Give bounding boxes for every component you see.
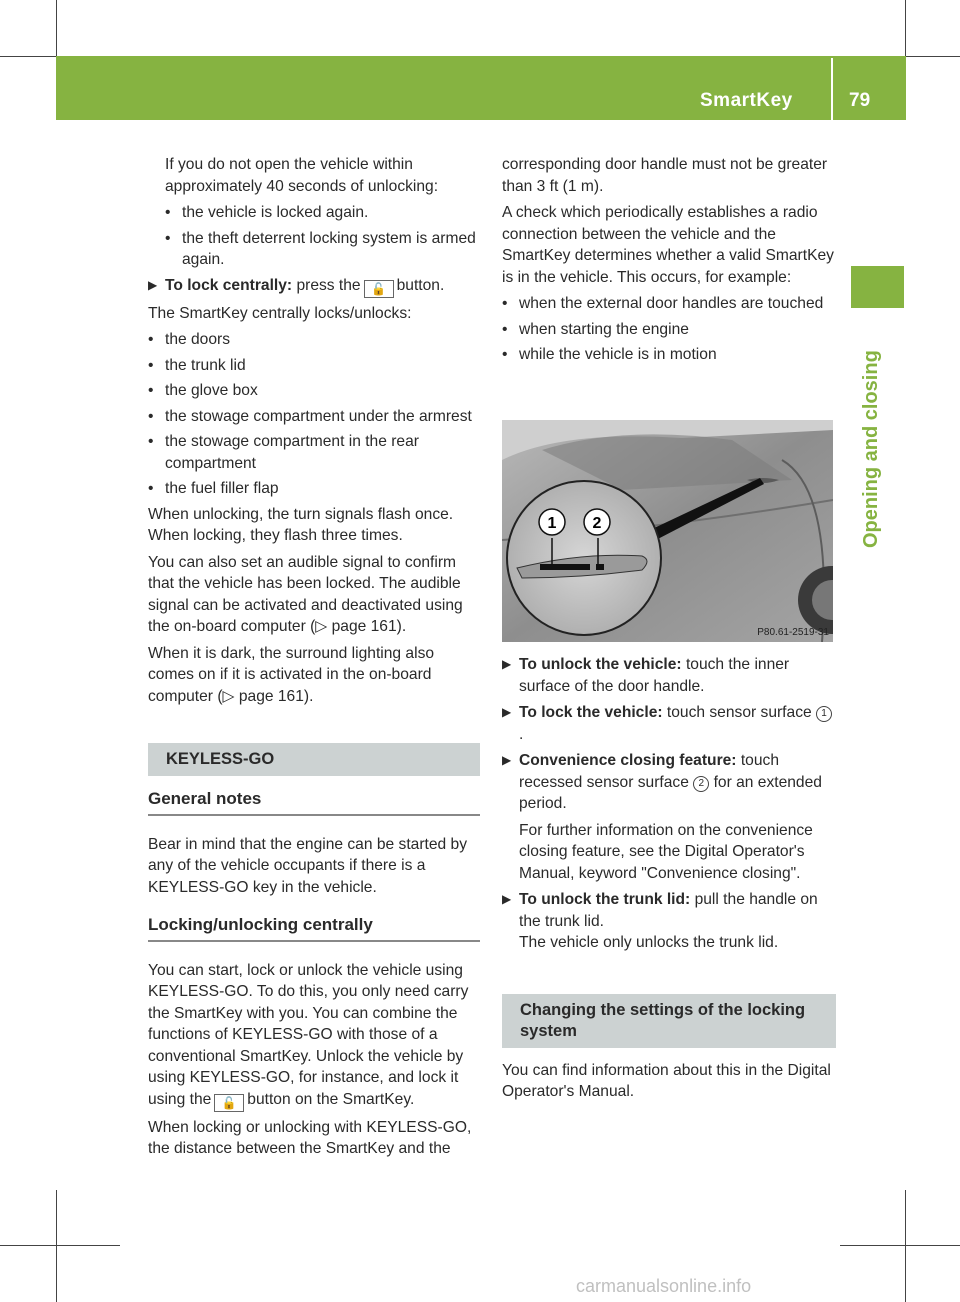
list-item: • the stowage compartment under the armrest — [148, 406, 480, 428]
paragraph: corresponding door handle must not be greater than 3 ft (1 m). — [502, 156, 828, 195]
action-step: ▶ To lock the vehicle: touch sensor surface 1. — [502, 702, 836, 745]
action-step: ▶ Convenience closing feature: touch recessed sensor surface 2 for an extended period. — [502, 752, 822, 812]
bullet: • — [148, 356, 154, 374]
subsection-heading: Locking/unlocking centrally — [148, 914, 480, 942]
paragraph: A check which periodically establishes a radio connection between the vehicle and the SmartKey determines whether a valid SmartKey is in the vehicle. This occurs, for example: — [502, 204, 834, 286]
door-handle-illustration — [502, 420, 833, 642]
list-item: • the stowage compartment in the rear compartment — [148, 433, 419, 472]
header-divider — [831, 58, 833, 120]
bullet: • — [148, 331, 154, 348]
bullet: • — [502, 295, 508, 312]
crop-mark — [905, 1190, 906, 1302]
action-arrow-icon: ▶ — [502, 753, 512, 767]
chapter-label: Opening and closing — [860, 350, 882, 548]
right-column-lower — [502, 654, 836, 1108]
action-step: ▶ To lock centrally: press the 🔓 button. — [148, 276, 445, 296]
left-column — [148, 154, 480, 1165]
right-column — [502, 154, 836, 370]
crop-mark — [56, 1190, 57, 1302]
paragraph: The SmartKey centrally locks/unlocks: — [148, 304, 412, 322]
action-arrow-icon: ▶ — [148, 277, 158, 292]
paragraph: For further information on the convenience closing feature, see the Digital Operator's Manual, keyword "Convenience closing". — [519, 821, 813, 882]
bullet: • — [165, 229, 171, 247]
action-arrow-icon: ▶ — [502, 892, 512, 906]
paragraph: When it is dark, the surround lighting also comes on if it is activated in the on-board computer (▷ page 161). — [148, 644, 435, 705]
car-door-drawing — [502, 420, 833, 642]
paragraph: Bear in mind that the engine can be started by any of the vehicle occupants if there is a KEYLESS-GO key in the vehicle. — [148, 835, 468, 896]
paragraph: You can start, lock or unlock the vehicle using KEYLESS-GO. To do this, you only need carry the SmartKey with you. You can combine the functions of KEYLESS-GO with those of a conventional SmartKey. Unlock the vehicle by using KEYLESS-GO, for instance, and lock it using the 🔓 button on the SmartKey. — [148, 961, 469, 1110]
section-heading: Changing the settings of the locking system — [502, 994, 836, 1048]
section-title: SmartKey — [700, 90, 793, 111]
figure-code: P80.61-2519-31 — [757, 627, 829, 638]
list-item: • when starting the engine — [502, 319, 836, 341]
paragraph: When unlocking, the turn signals flash once. When locking, they flash three times. — [148, 505, 454, 544]
list-item: • the fuel filler flap — [148, 478, 480, 500]
action-arrow-icon: ▶ — [502, 657, 512, 671]
lock-icon: 🔓 — [364, 280, 394, 298]
crop-mark — [0, 1245, 120, 1246]
section-heading: KEYLESS-GO — [148, 743, 480, 776]
list-item: • when the external door handles are touched — [502, 293, 836, 315]
action-arrow-icon: ▶ — [502, 705, 512, 719]
crop-mark — [840, 1245, 960, 1246]
paragraph: You can also set an audible signal to confirm that the vehicle has been locked. The audible signal can be activated and deactivated using the on-board computer (▷ page 161). — [148, 553, 463, 635]
chapter-tab — [851, 266, 904, 308]
callout-ref: 2 — [693, 776, 709, 792]
callout-1: 1 — [547, 515, 557, 532]
list-item: • the theft deterrent locking system is armed again. — [165, 229, 476, 268]
paragraph: When locking or unlocking with KEYLESS-GO, the distance between the SmartKey and the — [148, 1118, 472, 1157]
action-step: ▶ To unlock the vehicle: touch the inner surface of the door handle. — [502, 656, 790, 695]
list-item: • while the vehicle is in motion — [502, 344, 836, 366]
lock-icon: 🔓 — [214, 1094, 244, 1112]
bullet: • — [148, 407, 154, 425]
callout-ref: 1 — [816, 706, 832, 722]
paragraph: You can find information about this in the Digital Operator's Manual. — [502, 1061, 831, 1100]
bullet: • — [148, 382, 154, 399]
page-number: 79 — [849, 90, 871, 111]
list-item: • the trunk lid — [148, 355, 480, 377]
bullet: • — [148, 480, 154, 497]
action-step: ▶ To unlock the trunk lid: pull the handle on the trunk lid. The vehicle only unlocks the trunk lid. — [502, 891, 818, 951]
list-item: • the doors — [148, 329, 480, 351]
bullet: • — [165, 204, 171, 221]
list-item: • the glove box — [148, 380, 480, 402]
watermark: carmanualsonline.info — [576, 1276, 752, 1296]
bullet: • — [502, 320, 508, 338]
paragraph: If you do not open the vehicle within approximately 40 seconds of unlocking: — [165, 156, 439, 195]
subsection-heading: General notes — [148, 788, 480, 816]
bullet: • — [148, 433, 154, 450]
list-item: • the vehicle is locked again. — [165, 202, 480, 224]
callout-2: 2 — [592, 515, 602, 532]
bullet: • — [502, 346, 508, 363]
